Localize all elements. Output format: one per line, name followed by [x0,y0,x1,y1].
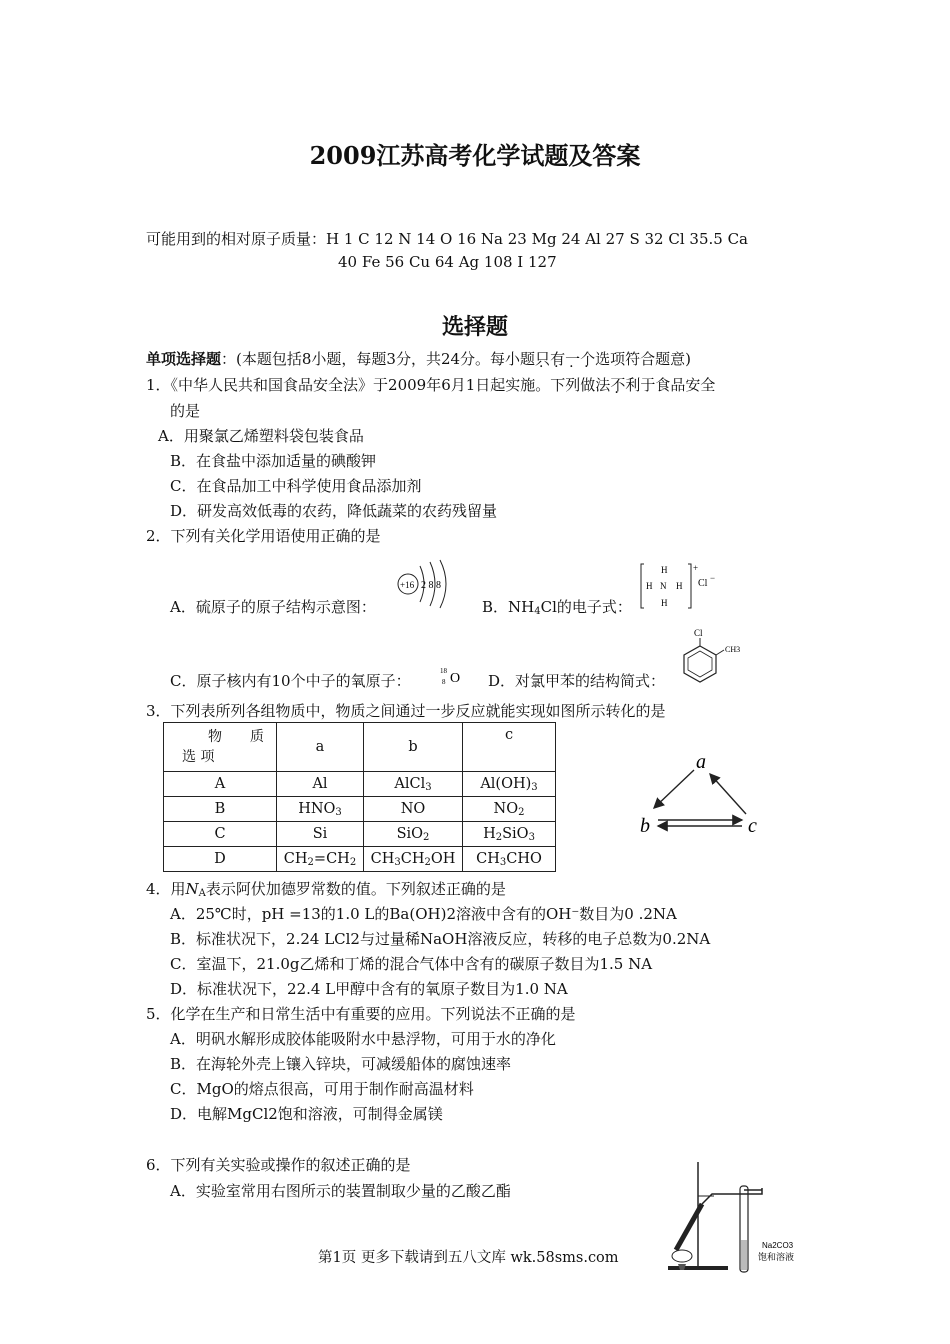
q5-stem: 5．化学在生产和日常生活中有重要的应用。下列说法不正确的是 [146,1005,576,1023]
o-chlorotoluene-structure [678,628,750,690]
cell: D [164,847,277,872]
q1-stem [146,374,715,395]
q6-stem: 6．下列有关实验或操作的叙述正确的是 [146,1156,411,1174]
table-row [164,797,556,822]
emph-3: 一 [565,350,581,368]
q2-b-post: Cl的电子式： [540,598,632,616]
q5-option-d: D．电解MgCl2饱和溶液，可制得金属镁 [170,1105,443,1123]
o18-sym: O [450,671,461,686]
atomic-mass-line1: 可能用到的相对原子质量：H 1 C 12 N 14 O 16 Na 23 Mg 24 Al 27 S 32 Cl 35.5 Ca [146,230,748,248]
nh4-h-left: H [646,581,653,591]
table-row [164,822,556,847]
nh4-h-right: H [676,581,683,591]
cl-charge: − [710,573,716,583]
emph-1: 只 [535,350,551,368]
node-a: a [696,751,706,773]
q1-option-a: A．用聚氯乙烯塑料袋包装食品 [158,427,364,445]
page-footer: 第1页 更多下载请到五八文库 wk.58sms.com [318,1250,619,1266]
cell: NO [364,797,463,822]
cell: $NO_2$ [463,797,556,822]
section-title: 选择题 [441,314,508,340]
table-row [164,723,556,772]
document-title: 2009江苏高考化学试题及答案 [309,141,641,170]
cell: $CH_2=CH_2$ [277,847,364,872]
q5-option-c: C．MgO的熔点很高，可用于制作耐高温材料 [170,1080,474,1098]
cell: $HNO_3$ [277,797,364,822]
table-corner [164,723,277,772]
q5-option-a: A．明矾水解形成胶体能吸附水中悬浮物，可用于水的净化 [170,1030,556,1048]
q4-stem-pre: 4．用 [146,880,186,898]
q1-option-d: D．研发高效低毒的农药，降低蔬菜的农药残留量 [170,502,498,520]
header-c: c [463,723,556,772]
header-a: a [277,723,364,772]
q4-stem-post: 表示阿伏加德罗常数的值。下列叙述正确的是 [205,880,506,898]
nh4-n: N [660,581,667,591]
cell: A [164,772,277,797]
q1-option-c: C．在食品加工中科学使用食品添加剂 [170,477,422,495]
q3-table [163,722,556,872]
cell: Si [277,822,364,847]
nh4-charge: + [693,563,699,573]
q4-option-d: D．标准状况下，22.4 L甲醇中含有的氧原子数目为1.0 NA [170,980,568,998]
q2-b-pre: B．NH [482,598,535,616]
table-row [164,772,556,797]
q1-stem-post: 利于食品安全 [625,376,716,394]
header-b: b [364,723,463,772]
q1-stem-cont: 的是 [170,402,201,420]
q2-option-b [482,596,632,617]
q3-stem: 3．下列表所列各组物质中，物质之间通过一步反应就能实现如图所示转化的是 [146,702,666,720]
q4-option-c: C．室温下，21.0g乙烯和丁烯的混合气体中含有的碳原子数目为1.5 NA [170,955,653,973]
q1-stem-emph: 不 [610,376,626,394]
q1-stem-pre: 1．《中华人民共和国食品安全法》于2009年6月1日起实施。下列做法 [146,376,611,394]
cl-ion: Cl [698,578,708,589]
nh4-h-bottom: H [661,598,668,608]
ester-apparatus-diagram [662,1160,812,1276]
q2-option-d: D．对氯甲苯的结构简式： [488,672,666,690]
q2-stem: 2．下列有关化学用语使用正确的是 [146,527,381,545]
q4-na: N [185,880,199,898]
q4-option-a: A．25℃时，pH =13的1.0 L的Ba(OH)2溶液中含有的OH⁻数目为0 .2NA [170,905,677,923]
q4-na-sub: A [198,888,206,899]
emph-2: 有 [550,350,566,368]
sulfur-nucleus: +16 [400,580,415,590]
cell: $CH_3CH_2OH$ [364,847,463,872]
intro-pre: ：(本题包括8小题，每题3分，共24分。每小题 [221,350,536,368]
corner-top: 物 质 [208,729,264,745]
q2-option-a: A．硫原子的原子结构示意图： [170,598,376,616]
struct-ch3: CH3 [725,645,741,654]
label-saturated: 饱和溶液 [758,1252,795,1262]
q4-stem [146,878,506,899]
label-na2co3: Na2CO3 [762,1241,794,1250]
table-row [164,847,556,872]
single-choice-intro [146,348,691,369]
node-c: c [748,815,757,837]
cell: SiO$_2$ [364,822,463,847]
cell: C [164,822,277,847]
cell: AlCl$_3$ [364,772,463,797]
struct-cl: Cl [694,628,703,638]
q1-option-b: B．在食盐中添加适量的碘酸钾 [170,452,377,470]
cell: Al [277,772,364,797]
nh4-h-top: H [661,565,668,575]
sulfur-atom-diagram [394,558,456,610]
cell: $Al(OH)_3$ [463,772,556,797]
q3-triangle-diagram [636,748,770,838]
o18-mass: 18 [440,667,447,675]
q4-option-b: B．标准状况下，2.24 LCl2与过量稀NaOH溶液反应，转移的电子总数为0.2NA [170,930,711,948]
cell: B [164,797,277,822]
single-choice-label: 单项选择题 [146,350,222,368]
emph-4: 个 [580,350,596,368]
oxygen-18-symbol [438,664,468,688]
node-b: b [640,815,650,837]
corner-bottom: 选 项 [182,749,215,765]
q2-b-sub: 4 [534,606,541,617]
intro-post: 选项符合题意) [595,350,691,368]
q6-option-a: A．实验室常用右图所示的装置制取少量的乙酸乙酯 [170,1182,511,1200]
cell: $CH_3CHO$ [463,847,556,872]
nh4cl-electron-formula [640,562,720,610]
o18-z: 8 [442,678,446,686]
q2-option-c: C．原子核内有10个中子的氧原子： [170,672,411,690]
cell: $H_2SiO_3$ [463,822,556,847]
q5-option-b: B．在海轮外壳上镶入锌块，可减缓船体的腐蚀速率 [170,1055,512,1073]
sulfur-shells: 2 8 8 [421,580,441,591]
atomic-mass-line2: 40 Fe 56 Cu 64 Ag 108 I 127 [338,253,557,271]
